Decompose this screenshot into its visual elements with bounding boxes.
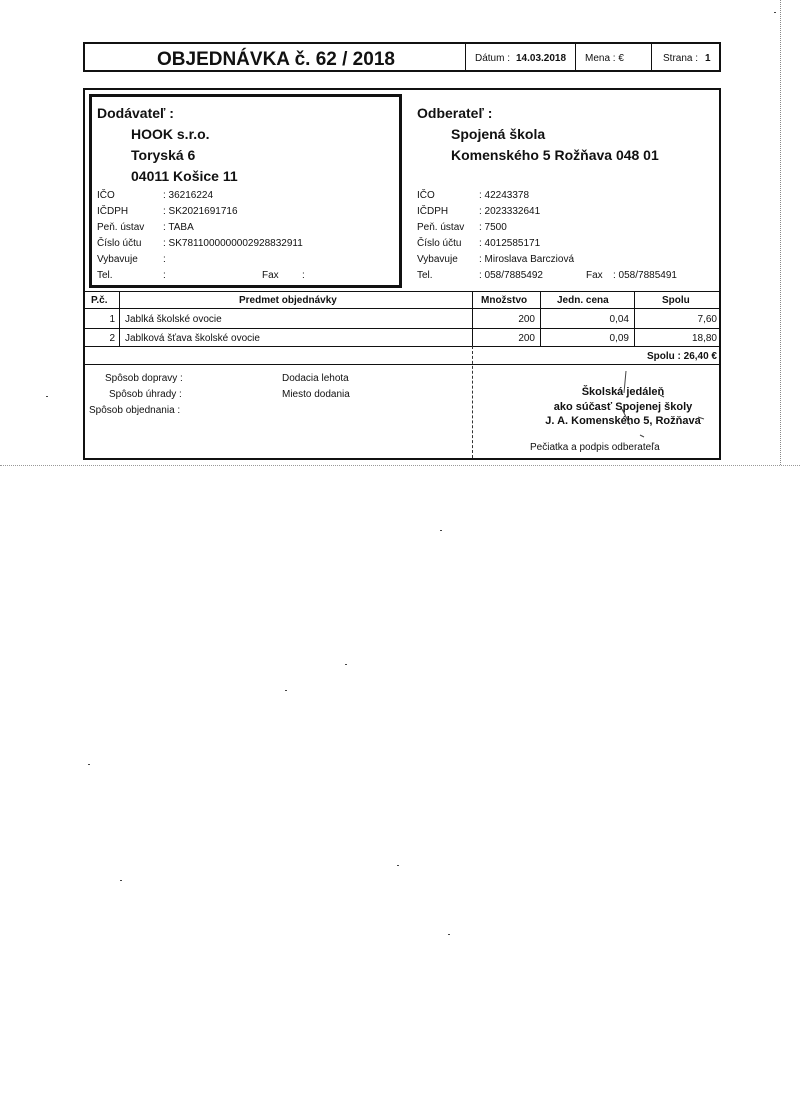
page-label: Strana :: [663, 53, 699, 64]
table-row-rule: [85, 346, 719, 347]
header-divider: [651, 44, 652, 70]
table-header-rule: [85, 308, 719, 309]
customer-tel-label: Tel.: [417, 270, 433, 281]
customer-ico-label: IČO: [417, 190, 435, 201]
supplier-name: HOOK s.r.o.: [131, 126, 210, 142]
row-qty: 200: [518, 314, 535, 325]
row-total: 7,60: [697, 314, 717, 325]
row-no: 1: [109, 314, 115, 325]
table-row-rule: [85, 328, 719, 329]
customer-heading: Odberateľ :: [417, 105, 493, 121]
customer-bank-label: Peň. ústav: [417, 222, 465, 233]
order-sum: Spolu : 26,40 €: [646, 351, 717, 362]
currency-label: Mena : €: [585, 53, 624, 64]
supplier-bank-value: : TABA: [163, 222, 194, 233]
supplier-ico-value: : 36216224: [163, 190, 214, 201]
stamp-line: J. A. Komenského 5, Rožňava: [545, 415, 701, 427]
signature-scribble: [600, 365, 710, 445]
row-price: 0,09: [609, 333, 629, 344]
stamp-line: Školská jedáleň: [581, 386, 665, 398]
customer-account-label: Číslo účtu: [417, 238, 462, 249]
scan-edge-line: [0, 465, 800, 466]
supplier-tel-label: Tel.: [97, 270, 113, 281]
row-no: 2: [109, 333, 115, 344]
delivery-time-label: Dodacia lehota: [282, 373, 349, 384]
date-label: Dátum :: [475, 53, 511, 64]
row-total: 18,80: [691, 333, 717, 344]
row-item: Jablková šťava školské ovocie: [125, 333, 260, 344]
supplier-tel-value: :: [163, 270, 166, 281]
supplier-city: 04011 Košice 11: [131, 168, 238, 184]
supplier-fax-label: Fax: [262, 270, 279, 281]
supplier-contact-value: :: [163, 254, 166, 265]
footer-divider: [472, 346, 473, 458]
col-header-item: Predmet objednávky: [239, 295, 337, 306]
col-header-no: P.č.: [91, 295, 108, 306]
supplier-account-label: Číslo účtu: [97, 238, 142, 249]
supplier-street: Toryská 6: [131, 147, 196, 163]
customer-address: Komenského 5 Rožňava 048 01: [451, 147, 659, 163]
payment-label: Spôsob úhrady :: [109, 389, 182, 400]
supplier-icdph-label: IČDPH: [97, 206, 129, 217]
customer-ico-value: : 42243378: [479, 190, 530, 201]
customer-name: Spojená škola: [451, 126, 546, 142]
signature-label: Pečiatka a podpis odberateľa: [530, 442, 660, 453]
transport-label: Spôsob dopravy :: [105, 373, 183, 384]
delivery-place-label: Miesto dodania: [282, 389, 350, 400]
col-header-qty: Množstvo: [481, 295, 528, 306]
supplier-icdph-value: : SK2021691716: [163, 206, 238, 217]
customer-contact-value: : Miroslava Barcziová: [479, 254, 575, 265]
customer-fax-value: : 058/7885491: [613, 270, 677, 281]
supplier-ico-label: IČO: [97, 190, 115, 201]
col-header-total: Spolu: [662, 295, 690, 306]
date-value: 14.03.2018: [516, 53, 567, 64]
page-value: 1: [705, 53, 711, 64]
stamp-line: ako súčasť Spojenej školy: [553, 401, 693, 413]
order-header: [83, 42, 721, 72]
customer-fax-label: Fax: [586, 270, 603, 281]
header-divider: [575, 44, 576, 70]
customer-icdph-value: : 2023332641: [479, 206, 541, 217]
row-item: Jablká školské ovocie: [125, 314, 222, 325]
header-divider: [465, 44, 466, 70]
col-header-price: Jedn. cena: [557, 295, 609, 306]
scan-edge-line: [780, 0, 781, 465]
col-divider: [472, 291, 473, 346]
order-method-label: Spôsob objednania :: [89, 405, 181, 416]
order-title: OBJEDNÁVKA č. 62 / 2018: [157, 49, 395, 70]
customer-tel-value: : 058/7885492: [479, 270, 543, 281]
col-divider: [634, 291, 635, 346]
customer-bank-value: : 7500: [479, 222, 507, 233]
supplier-bank-label: Peň. ústav: [97, 222, 145, 233]
col-divider: [540, 291, 541, 346]
supplier-heading: Dodávateľ :: [97, 105, 174, 121]
supplier-contact-label: Vybavuje: [97, 254, 138, 265]
table-top-rule: [85, 291, 719, 292]
customer-icdph-label: IČDPH: [417, 206, 449, 217]
supplier-account-value: : SK7811000000002928832911: [163, 238, 303, 249]
supplier-fax-value: :: [302, 270, 305, 281]
customer-contact-label: Vybavuje: [417, 254, 458, 265]
row-qty: 200: [518, 333, 535, 344]
customer-account-value: : 4012585171: [479, 238, 541, 249]
col-divider: [119, 291, 120, 346]
row-price: 0,04: [609, 314, 629, 325]
